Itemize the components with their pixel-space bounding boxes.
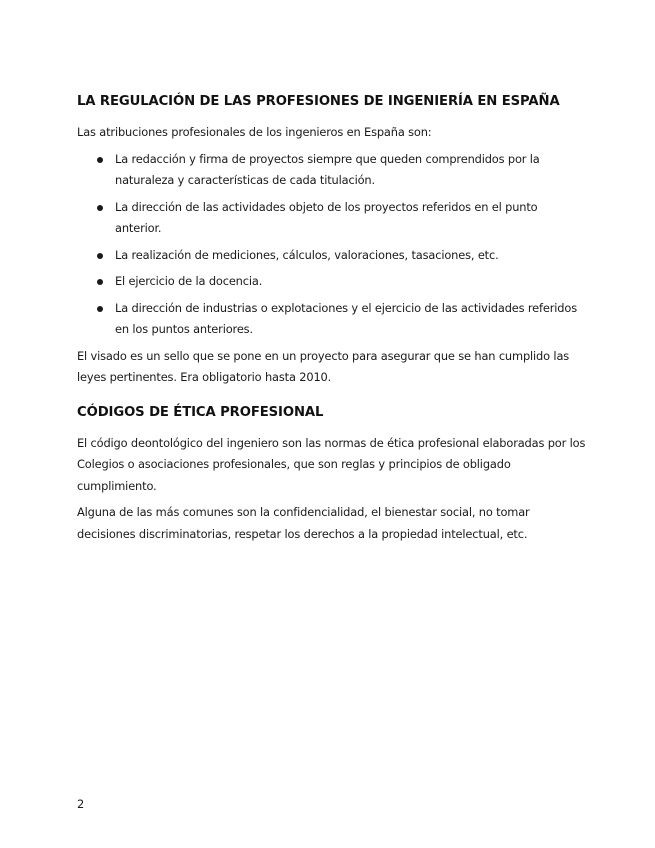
deontological-code-paragraph: El código deontológico del ingeniero son las normas de ética profesional elaboradas por los Colegios o asociaciones profesionales, que son reglas y principios de obligado cumplimiento. — [77, 435, 586, 493]
list-item-text: La redacción y firma de proyectos siempre que queden comprendidos por la naturaleza y características de cada titulación. — [115, 151, 540, 187]
list-item — [77, 197, 587, 240]
bullet-icon — [97, 205, 103, 211]
document-body — [77, 93, 587, 545]
bullet-icon — [97, 306, 103, 312]
list-item — [77, 245, 587, 267]
intro-paragraph: Las atribuciones profesionales de los ingenieros en España son: — [77, 125, 432, 139]
list-item-text: La dirección de las actividades objeto de los proyectos referidos en el punto anterior. — [115, 199, 538, 235]
common-principles-paragraph: Alguna de las más comunes son la confidencialidad, el bienestar social, no tomar decisiones discriminatorias, respetar los derechos a la propiedad intelectual, etc. — [77, 505, 530, 541]
list-item — [77, 149, 587, 192]
list-item — [77, 271, 587, 293]
list-item-text: La dirección de industrias o explotaciones y el ejercicio de las actividades referidos en los puntos anteriores. — [115, 300, 577, 336]
bullet-icon — [97, 253, 103, 259]
bullet-icon — [97, 279, 103, 285]
section-heading-regulacion: LA REGULACIÓN DE LAS PROFESIONES DE INGENIERÍA EN ESPAÑA — [77, 94, 560, 109]
list-item-text: La realización de mediciones, cálculos, valoraciones, tasaciones, etc. — [115, 247, 499, 262]
visado-paragraph: El visado es un sello que se pone en un proyecto para asegurar que se han cumplido las leyes pertinentes. Era obligatorio hasta 2010. — [77, 348, 570, 384]
list-item — [77, 298, 587, 341]
attributions-list — [77, 149, 587, 341]
list-item-text: El ejercicio de la docencia. — [115, 274, 263, 288]
page-number: 2 — [77, 797, 85, 811]
section-heading-codigos-etica: CÓDIGOS DE ÉTICA PROFESIONAL — [77, 404, 324, 420]
bullet-icon — [97, 157, 103, 163]
